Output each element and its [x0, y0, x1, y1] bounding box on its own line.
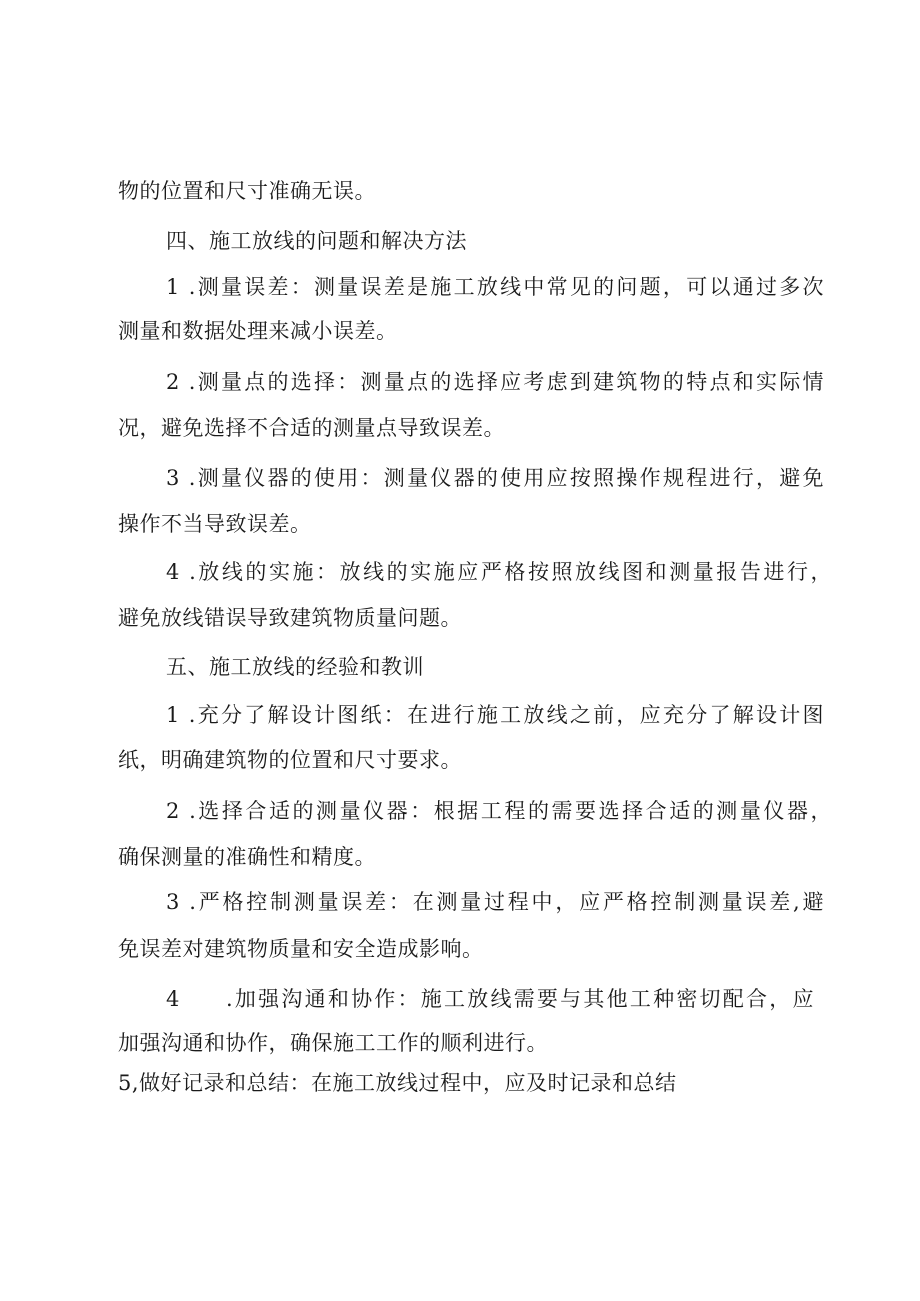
item-4-3-line-1: 3 .测量仪器的使用：测量仪器的使用应按照操作规程进行，避免 — [166, 466, 824, 490]
item-5-4-number: 4 — [166, 987, 180, 1011]
item-4-1-line-1: 1 .测量误差：测量误差是施工放线中常见的问题，可以通过多次 — [166, 275, 824, 299]
section-heading-5: 五、施工放线的经验和教训 — [166, 655, 424, 679]
item-4-1-line-2: 测量和数据处理来减小误差。 — [118, 319, 398, 343]
item-4-2-line-2: 况，避免选择不合适的测量点导致误差。 — [118, 416, 505, 440]
item-5-4-line-2: 加强沟通和协作，确保施工工作的顺利进行。 — [118, 1031, 548, 1055]
item-5-3-line-2: 免误差对建筑物质量和安全造成影响。 — [118, 937, 484, 961]
item-5-4-line-1: .加强沟通和协作：施工放线需要与其他工种密切配合，应 — [226, 987, 814, 1011]
item-5-1-line-2: 纸，明确建筑物的位置和尺寸要求。 — [118, 748, 462, 772]
section-heading-4: 四、施工放线的问题和解决方法 — [166, 229, 467, 253]
item-5-3-line-1: 3 .严格控制测量误差：在测量过程中，应严格控制测量误差,避 — [166, 890, 824, 914]
paragraph-continuation: 物的位置和尺寸准确无误。 — [118, 179, 376, 203]
item-4-2-line-1: 2 .测量点的选择：测量点的选择应考虑到建筑物的特点和实际情 — [166, 370, 824, 394]
item-5-5-line-1: 5,做好记录和总结：在施工放线过程中，应及时记录和总结 — [118, 1071, 677, 1095]
item-5-2-line-1: 2 .选择合适的测量仪器：根据工程的需要选择合适的测量仪器， — [166, 799, 832, 823]
item-5-2-line-2: 确保测量的准确性和精度。 — [118, 845, 376, 869]
item-4-4-line-2: 避免放线错误导致建筑物质量问题。 — [118, 606, 462, 630]
item-5-1-line-1: 1 .充分了解设计图纸：在进行施工放线之前，应充分了解设计图 — [166, 703, 824, 727]
item-4-4-line-1: 4 .放线的实施：放线的实施应严格按照放线图和测量报告进行， — [166, 560, 832, 584]
item-4-3-line-2: 操作不当导致误差。 — [118, 512, 312, 536]
